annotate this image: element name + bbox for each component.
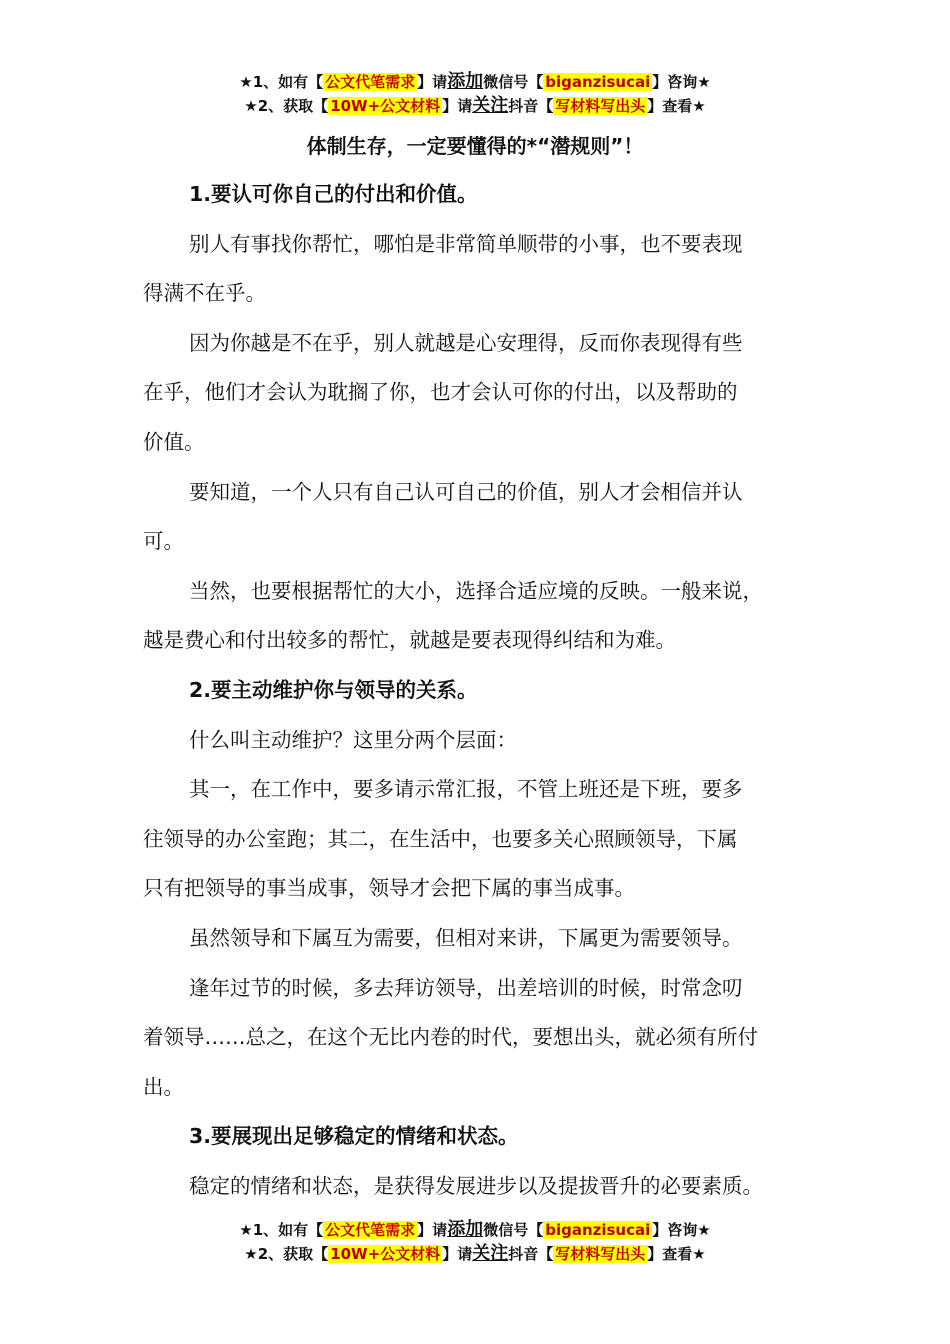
- paragraph-line: 其一，在工作中，要多请示常汇报，不管上班还是下班，要多: [189, 777, 743, 802]
- banner-text: 】请: [442, 97, 473, 115]
- section-heading: 3.要展现出足够稳定的情绪和状态。: [189, 1124, 519, 1149]
- highlight-wechat-id: biganzisucai: [545, 1221, 651, 1239]
- banner-text: 】查看★: [647, 97, 706, 115]
- banner-text: ★1、如有【: [239, 1221, 324, 1239]
- paragraph-line: 稳定的情绪和状态，是获得发展进步以及提拔晋升的必要素质。: [189, 1173, 763, 1198]
- banner-text: 抖音【: [508, 1245, 554, 1263]
- paragraph-line: 要知道，一个人只有自己认可自己的价值，别人才会相信并认: [189, 479, 743, 504]
- underlined-keyword: 关注: [472, 95, 509, 116]
- banner-text: 】查看★: [647, 1245, 706, 1263]
- paragraph-line: 逢年过节的时候，多去拜访领导，出差培训的时候，时常念叨: [189, 975, 743, 1000]
- underlined-keyword: 关注: [472, 1243, 509, 1264]
- document-title: 体制生存，一定要懂得的*“潜规则”！: [306, 134, 644, 158]
- underlined-keyword: 添加: [447, 1219, 484, 1240]
- banner-line-1: [0, 70, 950, 94]
- highlight-service: 公文代笔需求: [325, 73, 416, 91]
- paragraph-line: 出。: [143, 1074, 184, 1099]
- highlight-douyin-account: 写材料写出头: [555, 1245, 646, 1263]
- banner-text: 】咨询★: [652, 1221, 711, 1239]
- banner-text: 抖音【: [508, 97, 554, 115]
- banner-text: 】咨询★: [652, 73, 711, 91]
- paragraph-line: 只有把领导的事当成事，领导才会把下属的事当成事。: [143, 876, 635, 901]
- section-heading: 1.要认可你自己的付出和价值。: [189, 182, 478, 206]
- banner-text: 】请: [417, 1221, 448, 1239]
- paragraph-line: 越是费心和付出较多的帮忙，就越是要表现得纠结和为难。: [143, 628, 676, 653]
- highlight-service: 公文代笔需求: [325, 1221, 416, 1239]
- banner-text: 】请: [442, 1245, 473, 1263]
- underlined-keyword: 添加: [447, 71, 484, 92]
- banner-text: 微信号【: [483, 73, 544, 91]
- paragraph-line: 虽然领导和下属互为需要，但相对来讲，下属更为需要领导。: [189, 925, 743, 950]
- paragraph-line: 可。: [143, 529, 184, 554]
- header-banner-bottom: [0, 1218, 950, 1266]
- banner-text: ★2、获取【: [244, 1245, 329, 1263]
- paragraph-line: 当然，也要根据帮忙的大小，选择合适应境的反映。一般来说，: [189, 578, 763, 603]
- highlight-wechat-id: biganzisucai: [545, 73, 651, 91]
- banner-line-2: [0, 1242, 950, 1266]
- document-body: [143, 170, 823, 1211]
- highlight-materials: 10W+公文材料: [330, 1245, 441, 1263]
- paragraph-line: 着领导……总之，在这个无比内卷的时代，要想出头，就必须有所付: [143, 1025, 758, 1050]
- paragraph-line: 得满不在乎。: [143, 281, 266, 306]
- banner-text: ★2、获取【: [244, 97, 329, 115]
- highlight-materials: 10W+公文材料: [330, 97, 441, 115]
- banner-line-1: [0, 1218, 950, 1242]
- paragraph-line: 价值。: [143, 429, 205, 454]
- banner-line-2: [0, 94, 950, 118]
- paragraph-line: 什么叫主动维护？这里分两个层面：: [189, 727, 517, 752]
- section-heading: 2.要主动维护你与领导的关系。: [189, 677, 478, 702]
- paragraph-line: 因为你越是不在乎，别人就越是心安理得，反而你表现得有些: [189, 330, 743, 355]
- highlight-douyin-account: 写材料写出头: [555, 97, 646, 115]
- paragraph-line: 往领导的办公室跑；其二，在生活中，也要多关心照顾领导，下属: [143, 826, 738, 851]
- banner-text: 微信号【: [483, 1221, 544, 1239]
- banner-text: ★1、如有【: [239, 73, 324, 91]
- paragraph-line: 在乎，他们才会认为耽搁了你，也才会认可你的付出，以及帮助的: [143, 380, 738, 405]
- banner-text: 】请: [417, 73, 448, 91]
- header-banner-top: [0, 70, 950, 118]
- paragraph-line: 别人有事找你帮忙，哪怕是非常简单顺带的小事，也不要表现: [189, 231, 743, 256]
